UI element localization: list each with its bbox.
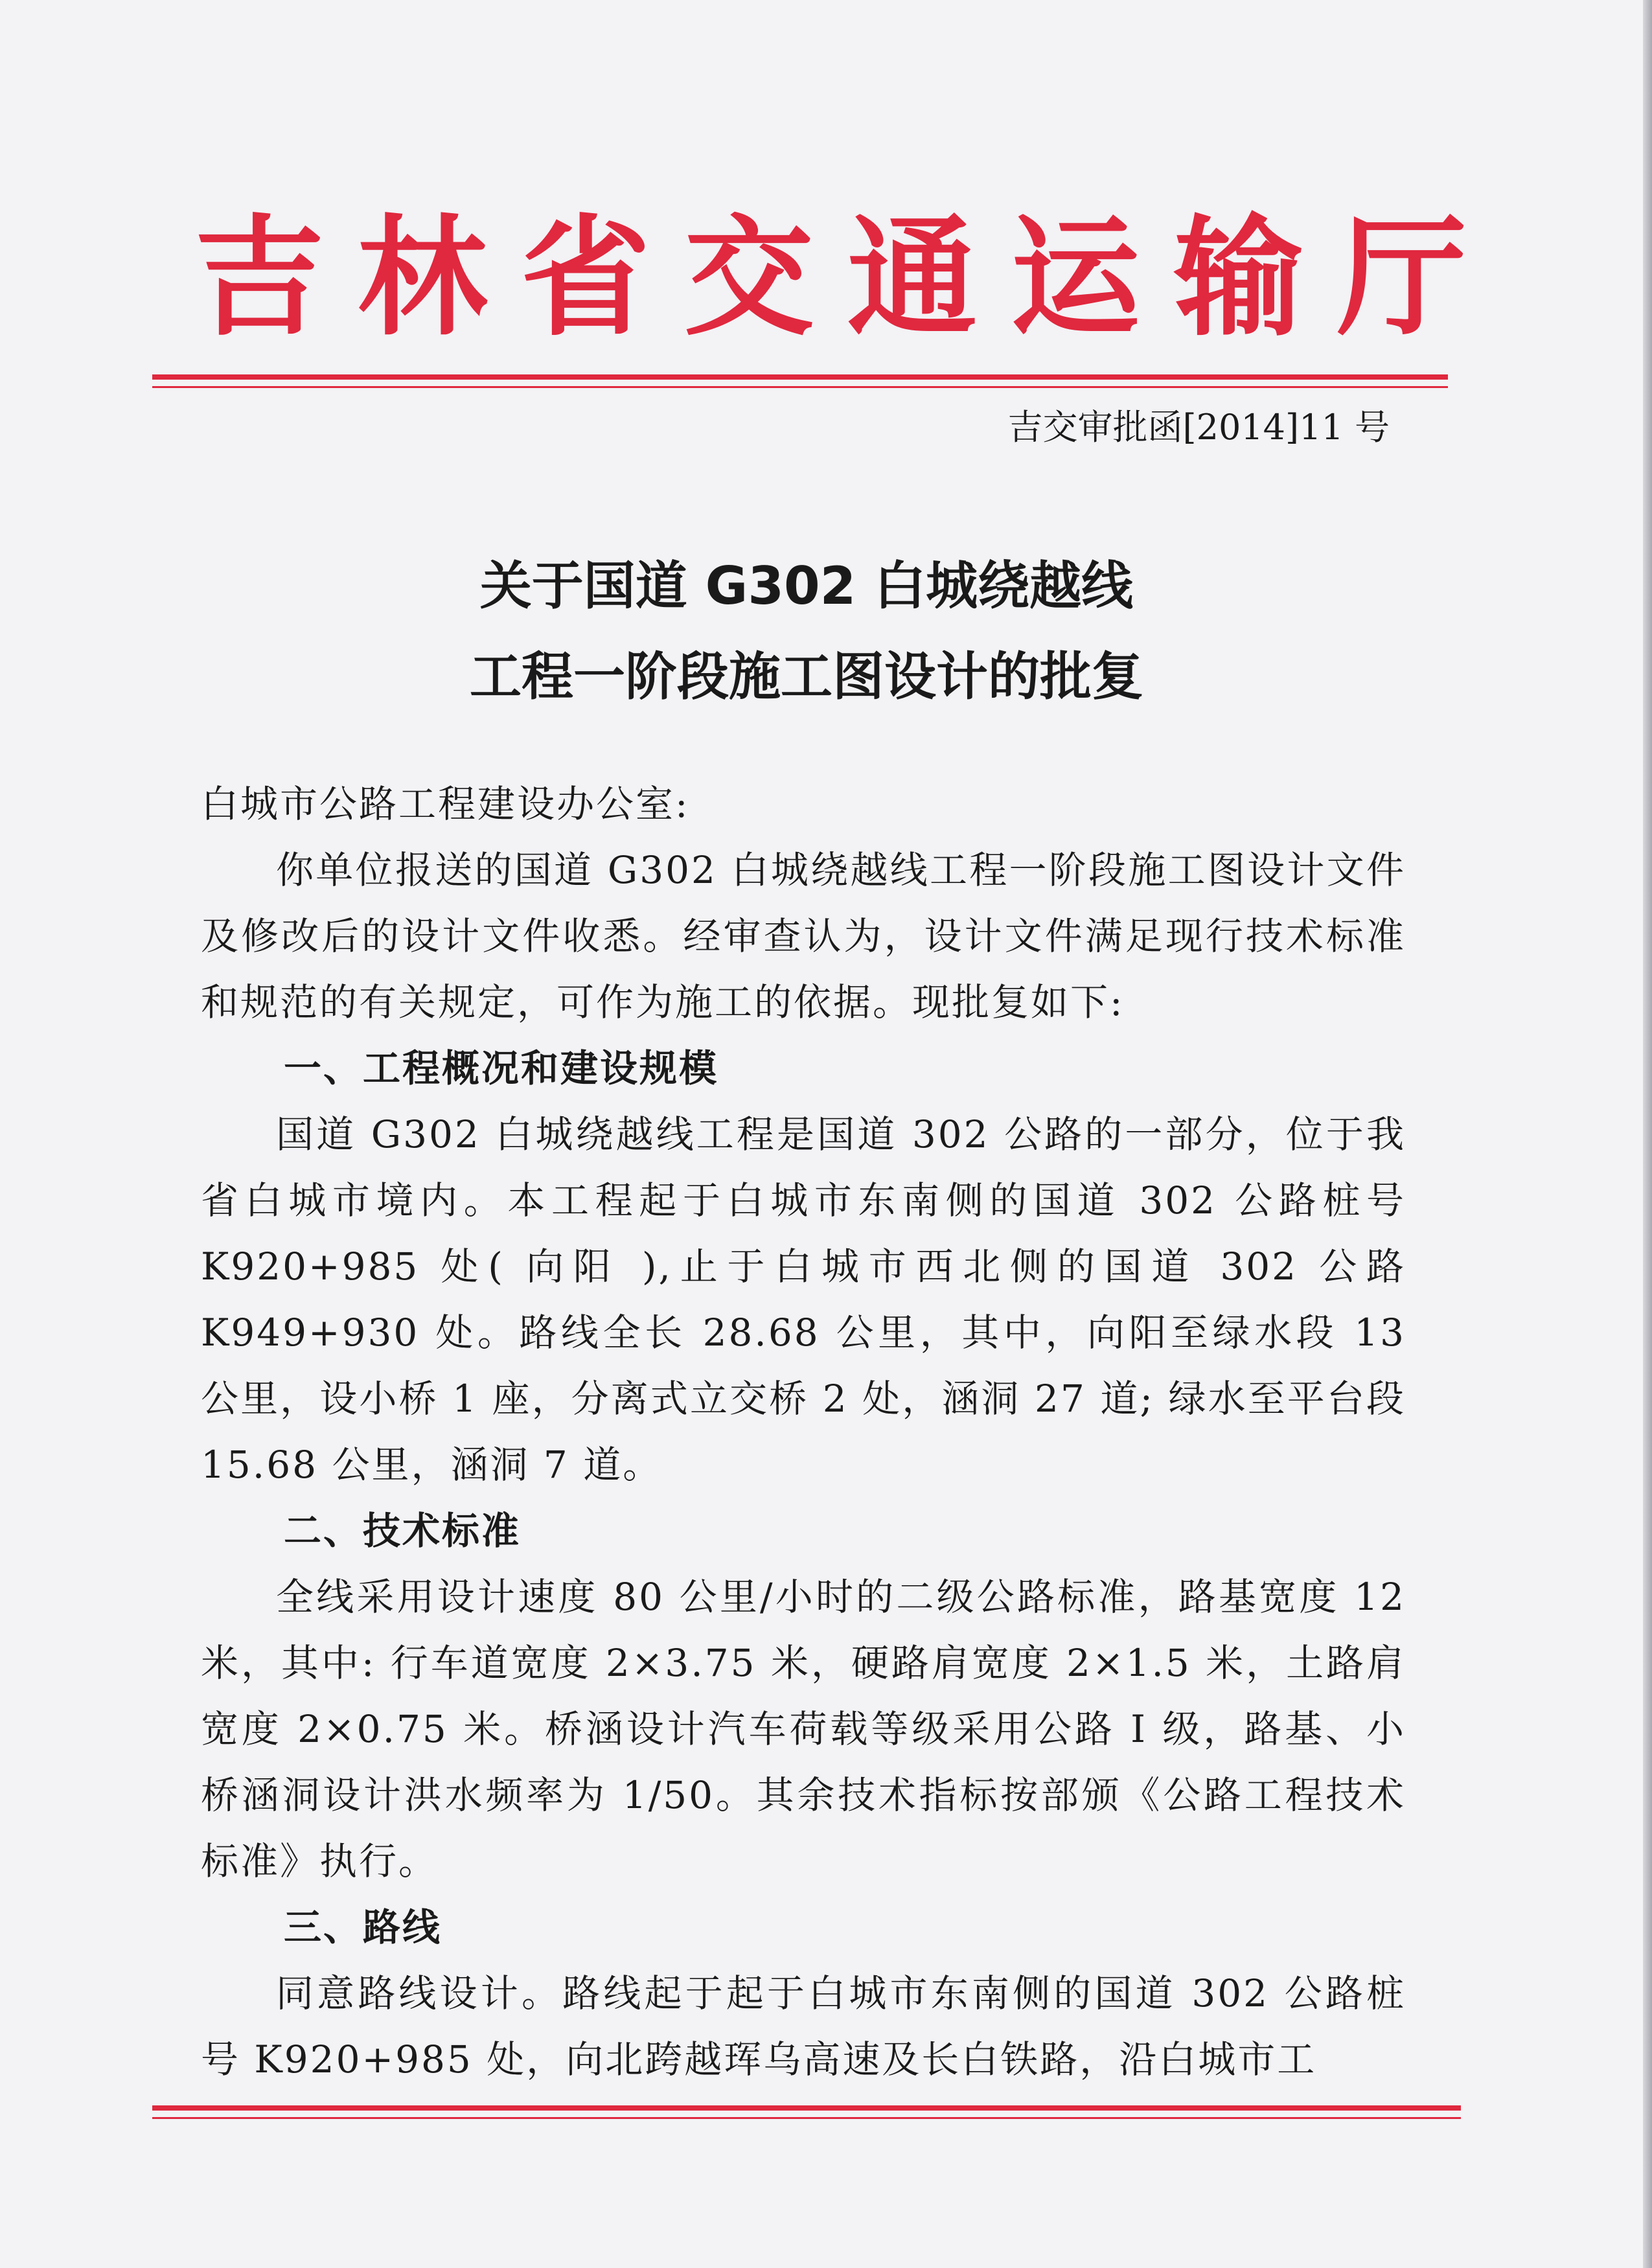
addressee: 白城市公路工程建设办公室: — [201, 782, 690, 826]
subject-line-2: 工程一阶段施工图设计的批复 — [470, 647, 1143, 707]
letterhead-title: 吉林省交通运输厅 — [194, 203, 1501, 354]
intro-paragraph: 你单位报送的国道 G302 白城绕越线工程一阶段施工图设计文件及修改后的设计文件收悉。经审查认为，设计文件满足现行技术标准和规范的有关规定，可作为施工的依据。现批复如下: — [201, 848, 1406, 1024]
paper-edge-shadow — [1643, 0, 1652, 2268]
document-subject — [0, 541, 1613, 722]
section-text-1: 国道 G302 白城绕越线工程是国道 302 公路的一部分，位于我省白城市境内。本工程起于白城市东南侧的国道 302 公路桩号 K920+985 处( 向阳 ),止于白城市西北侧的国道 302 公路 K949+930 处。路线全长 28.68 公里，其中，向阳至绿水段 13 公里，设小桥 1 座，分离式立交桥 2 处，涵洞 27 道; 绿水至平台段 15.68 公里，涵洞 7 道。 — [201, 1112, 1406, 1487]
letterhead-rule-thick — [152, 374, 1448, 380]
footer-rule-thin — [152, 2117, 1461, 2119]
section-heading-3: 三、路线 — [284, 1905, 442, 1949]
footer-rule-thick — [152, 2105, 1461, 2111]
letterhead-rule-thin — [152, 386, 1448, 388]
section-text-3: 同意路线设计。路线起于起于白城市东南侧的国道 302 公路桩号 K920+985 处，向北跨越珲乌高速及长白铁路，沿白城市工 — [201, 1971, 1406, 2081]
document-body — [201, 771, 1406, 2092]
subject-line-1: 关于国道 G302 白城绕越线 — [479, 556, 1134, 616]
section-text-2: 全线采用设计速度 80 公里/小时的二级公路标准，路基宽度 12 米，其中: 行车道宽度 2×3.75 米，硬路肩宽度 2×1.5 米，土路肩宽度 2×0.75 米。桥涵设计汽车荷载等级采用公路 I 级，路基、小桥涵洞设计洪水频率为 1/50。其余技术指标按部颁《公路工程技术标准》执行。 — [201, 1575, 1406, 1883]
section-heading-1: 一、工程概况和建设规模 — [284, 1046, 719, 1090]
document-number: 吉交审批函[2014]11 号 — [1007, 407, 1390, 448]
section-heading-2: 二、技术标准 — [284, 1509, 522, 1553]
